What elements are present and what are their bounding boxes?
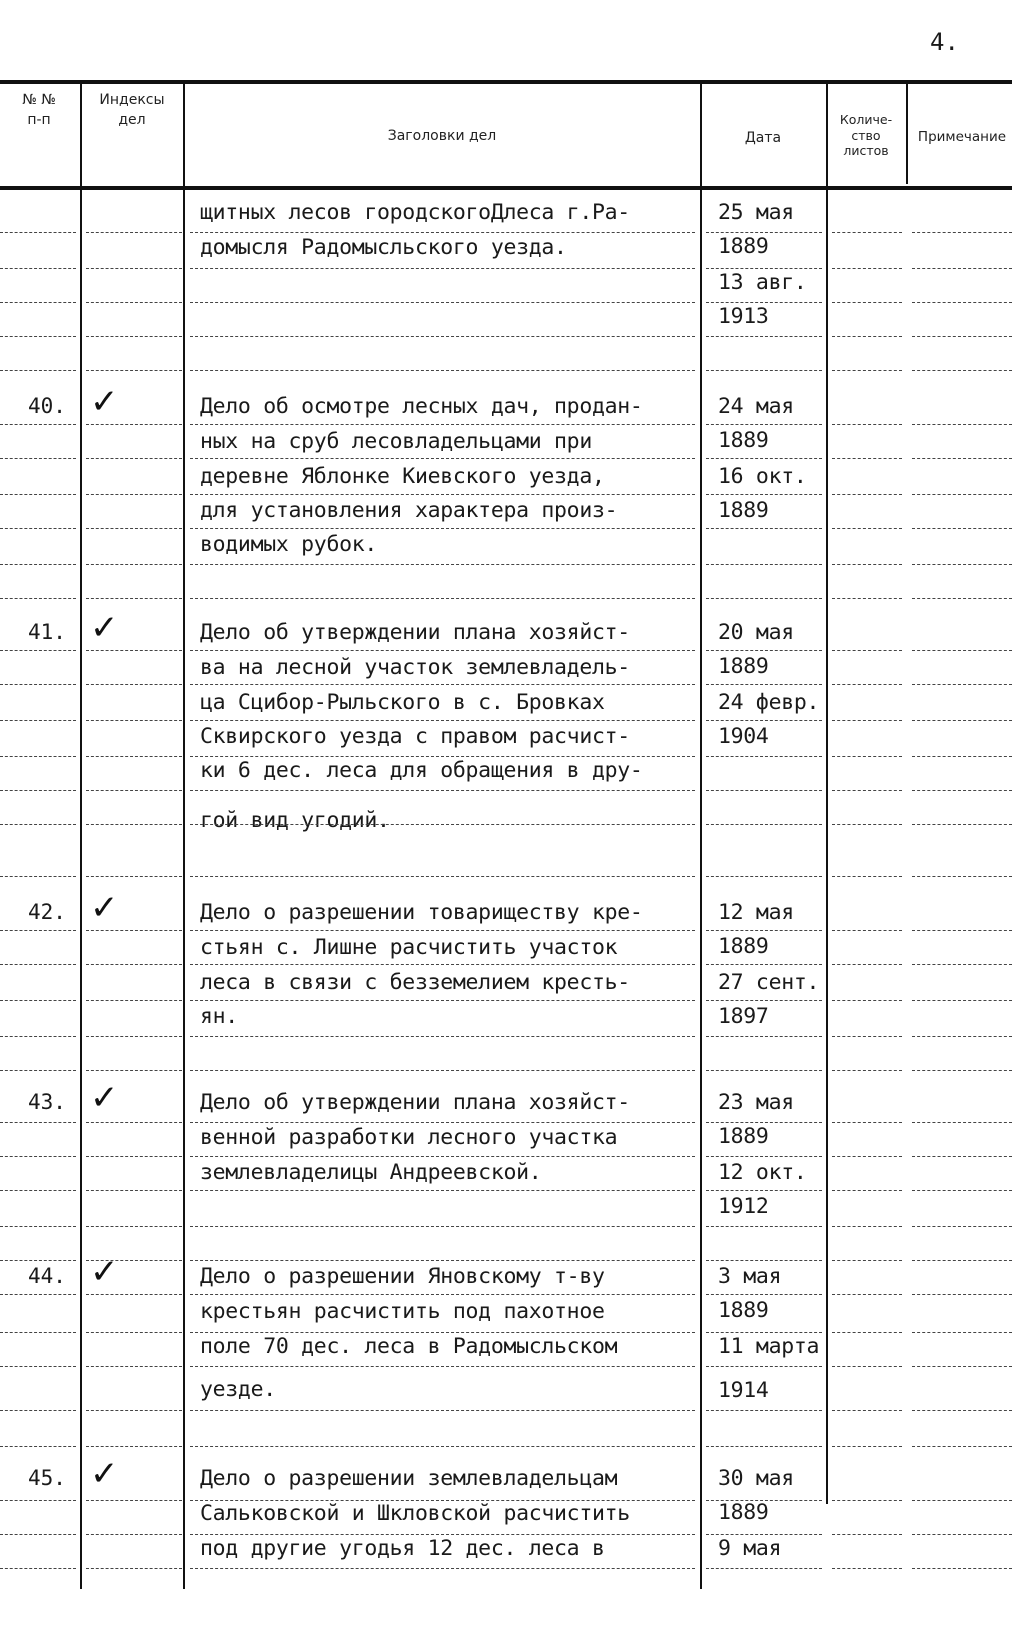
ruled-line	[706, 494, 822, 495]
entry-date: 1912	[718, 1194, 769, 1219]
ruled-line	[86, 268, 182, 269]
ruled-line	[706, 824, 822, 825]
entry-date: 27 сент.	[718, 970, 820, 995]
ruled-line	[0, 1122, 76, 1123]
ruled-line	[190, 598, 695, 599]
ruled-line	[912, 458, 1012, 459]
entry-date: 24 мая	[718, 394, 794, 419]
ruled-line	[912, 1190, 1012, 1191]
ruled-line	[912, 1122, 1012, 1123]
ruled-line	[832, 1000, 902, 1001]
entry-title-line: ян.	[200, 1004, 238, 1029]
ruled-line	[706, 268, 822, 269]
ruled-line	[190, 1332, 695, 1333]
entry-title-line: леса в связи с безземелием кресть-	[200, 970, 630, 995]
ruled-line	[0, 598, 76, 599]
ruled-line	[706, 1122, 822, 1123]
ruled-line	[832, 930, 902, 931]
ruled-line	[86, 1534, 182, 1535]
entry-title-line: под другие угодья 12 дес. леса в	[200, 1536, 605, 1561]
ruled-line	[832, 1410, 902, 1411]
ruled-line	[190, 684, 695, 685]
ruled-line	[190, 1122, 695, 1123]
entry-date: 24 февр.	[718, 690, 820, 715]
entry-title-line: гой вид угодий.	[200, 808, 390, 833]
ruled-line	[190, 1410, 695, 1411]
ruled-line	[912, 1260, 1012, 1261]
ruled-line	[0, 1036, 76, 1037]
ruled-line	[832, 720, 902, 721]
entry-number: 43.	[28, 1090, 66, 1114]
entry-date: 1904	[718, 724, 769, 749]
check-mark-icon: ✓	[90, 1078, 119, 1118]
ruled-line	[86, 930, 182, 931]
ruled-line	[912, 268, 1012, 269]
entry-date: 1889	[718, 498, 769, 523]
ruled-line	[0, 424, 76, 425]
ruled-line	[86, 1122, 182, 1123]
ruled-line	[0, 1332, 76, 1333]
ruled-line	[912, 930, 1012, 931]
ruled-line	[86, 1446, 182, 1447]
entry-title-line: водимых рубок.	[200, 532, 378, 557]
ruled-line	[832, 1534, 902, 1535]
ruled-line	[86, 302, 182, 303]
entry-title-line: Сквирского уезда с правом расчист-	[200, 724, 630, 749]
ruled-line	[706, 1568, 822, 1569]
entry-title-line: Дело о разрешении землевладельцам	[200, 1466, 618, 1491]
ruled-line	[0, 1534, 76, 1535]
ruled-line	[832, 1156, 902, 1157]
entry-date: 1914	[718, 1378, 769, 1403]
ruled-line	[706, 528, 822, 529]
ruled-line	[706, 1294, 822, 1295]
ruled-line	[706, 1500, 822, 1501]
ruled-line	[0, 756, 76, 757]
ruled-line	[706, 876, 822, 877]
ruled-line	[832, 302, 902, 303]
ruled-line	[832, 1260, 902, 1261]
entry-date: 13 авг.	[718, 270, 807, 295]
entry-date: 20 мая	[718, 620, 794, 645]
ruled-line	[0, 1446, 76, 1447]
ruled-line	[86, 336, 182, 337]
ruled-line	[86, 1366, 182, 1367]
ruled-line	[0, 1260, 76, 1261]
ruled-line	[0, 1156, 76, 1157]
entry-title-line: ки 6 дес. леса для обращения в дру-	[200, 758, 643, 783]
ruled-line	[0, 1226, 76, 1227]
entry-title-line: стьян с. Лишне расчистить участок	[200, 935, 618, 960]
ruled-line	[0, 1568, 76, 1569]
ruled-line	[190, 1260, 695, 1261]
ruled-line	[190, 876, 695, 877]
ruled-line	[832, 1070, 902, 1071]
col-divider-3	[700, 84, 702, 1589]
ruled-line	[86, 1294, 182, 1295]
ruled-line	[912, 1070, 1012, 1071]
ruled-line	[190, 564, 695, 565]
ruled-line	[912, 1156, 1012, 1157]
ruled-line	[0, 876, 76, 877]
header-top-rule	[0, 80, 1012, 84]
header-date: Дата	[744, 130, 782, 146]
ruled-line	[912, 494, 1012, 495]
check-mark-icon: ✓	[90, 1454, 119, 1494]
ruled-line	[912, 1500, 1012, 1501]
ruled-line	[832, 1332, 902, 1333]
ruled-line	[912, 336, 1012, 337]
ruled-line	[832, 1366, 902, 1367]
ruled-line	[190, 1446, 695, 1447]
entry-title-line: Дело об осмотре лесных дач, продан-	[200, 394, 643, 419]
entry-title-line: щитных лесов городскогоДлеса г.Ра-	[200, 200, 630, 225]
ruled-line	[190, 232, 695, 233]
entry-title-line: Дело о разрешении товариществу кре-	[200, 900, 643, 925]
ruled-line	[86, 424, 182, 425]
ruled-line	[832, 1446, 902, 1447]
header-sheets: Количе- ство листов	[839, 112, 893, 159]
check-mark-icon: ✓	[90, 608, 119, 648]
entry-title-line: уезде.	[200, 1377, 276, 1402]
ruled-line	[912, 1000, 1012, 1001]
ruled-line	[832, 1036, 902, 1037]
ruled-line	[706, 1000, 822, 1001]
ruled-line	[190, 1036, 695, 1037]
entry-title-line: деревне Яблонке Киевского уезда,	[200, 464, 605, 489]
col-divider-4	[826, 84, 828, 1504]
ruled-line	[190, 458, 695, 459]
col-divider-2	[183, 84, 185, 1589]
ruled-line	[190, 268, 695, 269]
ruled-line	[86, 1156, 182, 1157]
ruled-line	[912, 790, 1012, 791]
ruled-line	[86, 1568, 182, 1569]
entry-date: 12 мая	[718, 900, 794, 925]
ruled-line	[190, 964, 695, 965]
entry-date: 30 мая	[718, 1466, 794, 1491]
ruled-line	[86, 458, 182, 459]
ruled-line	[190, 370, 695, 371]
header-titles: Заголовки дел	[387, 128, 497, 144]
ruled-line	[190, 756, 695, 757]
ruled-line	[0, 1070, 76, 1071]
ruled-line	[190, 302, 695, 303]
ruled-line	[706, 720, 822, 721]
entry-title-line: крестьян расчистить под пахотное	[200, 1299, 605, 1324]
ruled-line	[912, 1332, 1012, 1333]
ruled-line	[912, 1036, 1012, 1037]
ruled-line	[912, 964, 1012, 965]
ruled-line	[0, 1000, 76, 1001]
ruled-line	[832, 650, 902, 651]
ruled-line	[190, 528, 695, 529]
ruled-line	[0, 1500, 76, 1501]
ruled-line	[86, 1000, 182, 1001]
ruled-line	[0, 528, 76, 529]
entry-title-line: землевладелицы Андреевской.	[200, 1160, 542, 1185]
entry-title-line: ца Сцибор-Рыльского в с. Бровках	[200, 690, 605, 715]
entry-date: 1889	[718, 934, 769, 959]
ruled-line	[912, 1410, 1012, 1411]
ruled-line	[832, 1568, 902, 1569]
ruled-line	[706, 424, 822, 425]
ruled-line	[832, 1294, 902, 1295]
entry-title-line: домысля Радомысльского уезда.	[200, 235, 567, 260]
entry-title-line: Дело об утверждении плана хозяйст-	[200, 1090, 630, 1115]
ruled-line	[86, 876, 182, 877]
ruled-line	[0, 370, 76, 371]
ruled-line	[832, 1226, 902, 1227]
ruled-line	[832, 424, 902, 425]
ruled-line	[912, 876, 1012, 877]
ruled-line	[706, 370, 822, 371]
ruled-line	[912, 424, 1012, 425]
ruled-line	[832, 756, 902, 757]
ruled-line	[706, 650, 822, 651]
ruled-line	[190, 1156, 695, 1157]
entry-date: 1889	[718, 654, 769, 679]
ruled-line	[832, 564, 902, 565]
ruled-line	[86, 964, 182, 965]
entry-number: 44.	[28, 1264, 66, 1288]
ruled-line	[706, 564, 822, 565]
ruled-line	[0, 1410, 76, 1411]
ruled-line	[0, 1190, 76, 1191]
ruled-line	[190, 1000, 695, 1001]
ruled-line	[832, 494, 902, 495]
ruled-line	[0, 458, 76, 459]
ruled-line	[912, 370, 1012, 371]
ruled-line	[912, 232, 1012, 233]
ruled-line	[190, 930, 695, 931]
ruled-line	[86, 1190, 182, 1191]
ruled-line	[912, 1366, 1012, 1367]
ruled-line	[832, 824, 902, 825]
ruled-line	[86, 1500, 182, 1501]
entry-date: 23 мая	[718, 1090, 794, 1115]
ruled-line	[190, 1070, 695, 1071]
ruled-line	[0, 964, 76, 965]
ruled-line	[912, 564, 1012, 565]
check-mark-icon: ✓	[90, 382, 119, 422]
header-bottom-rule	[0, 186, 1012, 190]
ruled-line	[190, 336, 695, 337]
check-mark-icon: ✓	[90, 888, 119, 928]
ruled-line	[0, 302, 76, 303]
entry-date: 3 мая	[718, 1264, 782, 1289]
ruled-line	[912, 1226, 1012, 1227]
ruled-line	[190, 1534, 695, 1535]
ruled-line	[86, 598, 182, 599]
entry-date: 1889	[718, 234, 769, 259]
ruled-line	[86, 1226, 182, 1227]
ruled-line	[706, 302, 822, 303]
ruled-line	[912, 650, 1012, 651]
ruled-line	[86, 1260, 182, 1261]
ruled-line	[832, 684, 902, 685]
check-mark-icon: ✓	[90, 1252, 119, 1292]
ruled-line	[912, 684, 1012, 685]
ruled-line	[912, 756, 1012, 757]
ruled-line	[86, 684, 182, 685]
ruled-line	[912, 1446, 1012, 1447]
entry-date: 12 окт.	[718, 1160, 807, 1185]
ruled-line	[706, 756, 822, 757]
ruled-line	[86, 370, 182, 371]
ruled-line	[0, 790, 76, 791]
ruled-line	[86, 650, 182, 651]
entry-date: 1913	[718, 304, 769, 329]
ruled-line	[0, 1366, 76, 1367]
ruled-line	[706, 930, 822, 931]
ruled-line	[912, 598, 1012, 599]
entry-date: 1889	[718, 1124, 769, 1149]
header-number: № № п-п	[22, 92, 56, 129]
ruled-line	[912, 1568, 1012, 1569]
entry-date: 11 марта	[718, 1334, 820, 1359]
ruled-line	[832, 232, 902, 233]
entry-date: 9 мая	[718, 1536, 782, 1561]
ruled-line	[86, 824, 182, 825]
ruled-line	[86, 790, 182, 791]
ruled-line	[706, 1190, 822, 1191]
ruled-line	[706, 1534, 822, 1535]
ruled-line	[0, 824, 76, 825]
ruled-line	[706, 1446, 822, 1447]
entry-title-line: Дело об утверждении плана хозяйст-	[200, 620, 630, 645]
ruled-line	[190, 720, 695, 721]
ruled-line	[0, 564, 76, 565]
ruled-line	[832, 370, 902, 371]
ruled-line	[706, 964, 822, 965]
ruled-line	[706, 790, 822, 791]
ruled-line	[912, 1534, 1012, 1535]
ruled-line	[190, 1190, 695, 1191]
ruled-line	[706, 232, 822, 233]
ruled-line	[912, 720, 1012, 721]
ruled-line	[86, 756, 182, 757]
ruled-line	[706, 458, 822, 459]
ruled-line	[0, 494, 76, 495]
ruled-line	[86, 1332, 182, 1333]
ruled-line	[832, 528, 902, 529]
ruled-line	[832, 790, 902, 791]
entry-date: 1889	[718, 1298, 769, 1323]
ruled-line	[832, 1500, 902, 1501]
ruled-line	[86, 720, 182, 721]
ruled-line	[86, 564, 182, 565]
col-divider-1	[80, 84, 82, 1589]
entry-number: 41.	[28, 620, 66, 644]
ruled-line	[832, 268, 902, 269]
entry-title-line: венной разработки лесного участка	[200, 1125, 618, 1150]
entry-title-line: Дело о разрешении Яновскому т-ву	[200, 1264, 605, 1289]
header-indexes: Индексы дел	[99, 92, 165, 129]
ruled-line	[832, 458, 902, 459]
ruled-line	[706, 336, 822, 337]
entry-title-line: для установления характера произ-	[200, 498, 618, 523]
ruled-line	[706, 1260, 822, 1261]
entry-title-line: Сальковской и Шкловской расчистить	[200, 1501, 630, 1526]
ruled-line	[190, 824, 695, 825]
ruled-line	[190, 1366, 695, 1367]
entry-number: 45.	[28, 1466, 66, 1490]
ruled-line	[706, 684, 822, 685]
ruled-line	[912, 302, 1012, 303]
page-number: 4.	[930, 28, 959, 56]
ruled-line	[912, 1294, 1012, 1295]
ruled-line	[832, 598, 902, 599]
ruled-line	[190, 1226, 695, 1227]
ruled-line	[912, 824, 1012, 825]
ruled-line	[706, 1036, 822, 1037]
entry-date: 1897	[718, 1004, 769, 1029]
ruled-line	[190, 494, 695, 495]
entry-date: 1889	[718, 428, 769, 453]
entry-number: 40.	[28, 394, 66, 418]
ruled-line	[706, 598, 822, 599]
ruled-line	[86, 1410, 182, 1411]
ruled-line	[832, 1190, 902, 1191]
ruled-line	[190, 1500, 695, 1501]
entry-date: 16 окт.	[718, 464, 807, 489]
ruled-line	[0, 1294, 76, 1295]
ruled-line	[706, 1410, 822, 1411]
ruled-line	[86, 528, 182, 529]
ruled-line	[832, 876, 902, 877]
ruled-line	[190, 790, 695, 791]
ruled-line	[86, 494, 182, 495]
ruled-line	[912, 528, 1012, 529]
ruled-line	[190, 424, 695, 425]
ruled-line	[706, 1366, 822, 1367]
ruled-line	[706, 1332, 822, 1333]
ruled-line	[0, 720, 76, 721]
entry-date: 1889	[718, 1500, 769, 1525]
ruled-line	[0, 336, 76, 337]
ruled-line	[86, 1036, 182, 1037]
ruled-line	[0, 650, 76, 651]
entry-date: 25 мая	[718, 200, 794, 225]
entry-title-line: поле 70 дес. леса в Радомысльском	[200, 1334, 618, 1359]
ruled-line	[0, 684, 76, 685]
ruled-line	[86, 1070, 182, 1071]
ruled-line	[832, 1122, 902, 1123]
entry-number: 42.	[28, 900, 66, 924]
ruled-line	[0, 930, 76, 931]
entry-title-line: ва на лесной участок землевладель-	[200, 655, 630, 680]
ruled-line	[706, 1156, 822, 1157]
ruled-line	[832, 336, 902, 337]
ruled-line	[190, 1294, 695, 1295]
entry-title-line: ных на сруб лесовладельцами при	[200, 429, 592, 454]
ruled-line	[0, 232, 76, 233]
ruled-line	[86, 232, 182, 233]
ruled-line	[706, 1226, 822, 1227]
header-notes: Примечание	[917, 129, 1007, 145]
ruled-line	[190, 650, 695, 651]
ruled-line	[190, 1568, 695, 1569]
ruled-line	[706, 1070, 822, 1071]
ruled-line	[832, 964, 902, 965]
ruled-line	[0, 268, 76, 269]
